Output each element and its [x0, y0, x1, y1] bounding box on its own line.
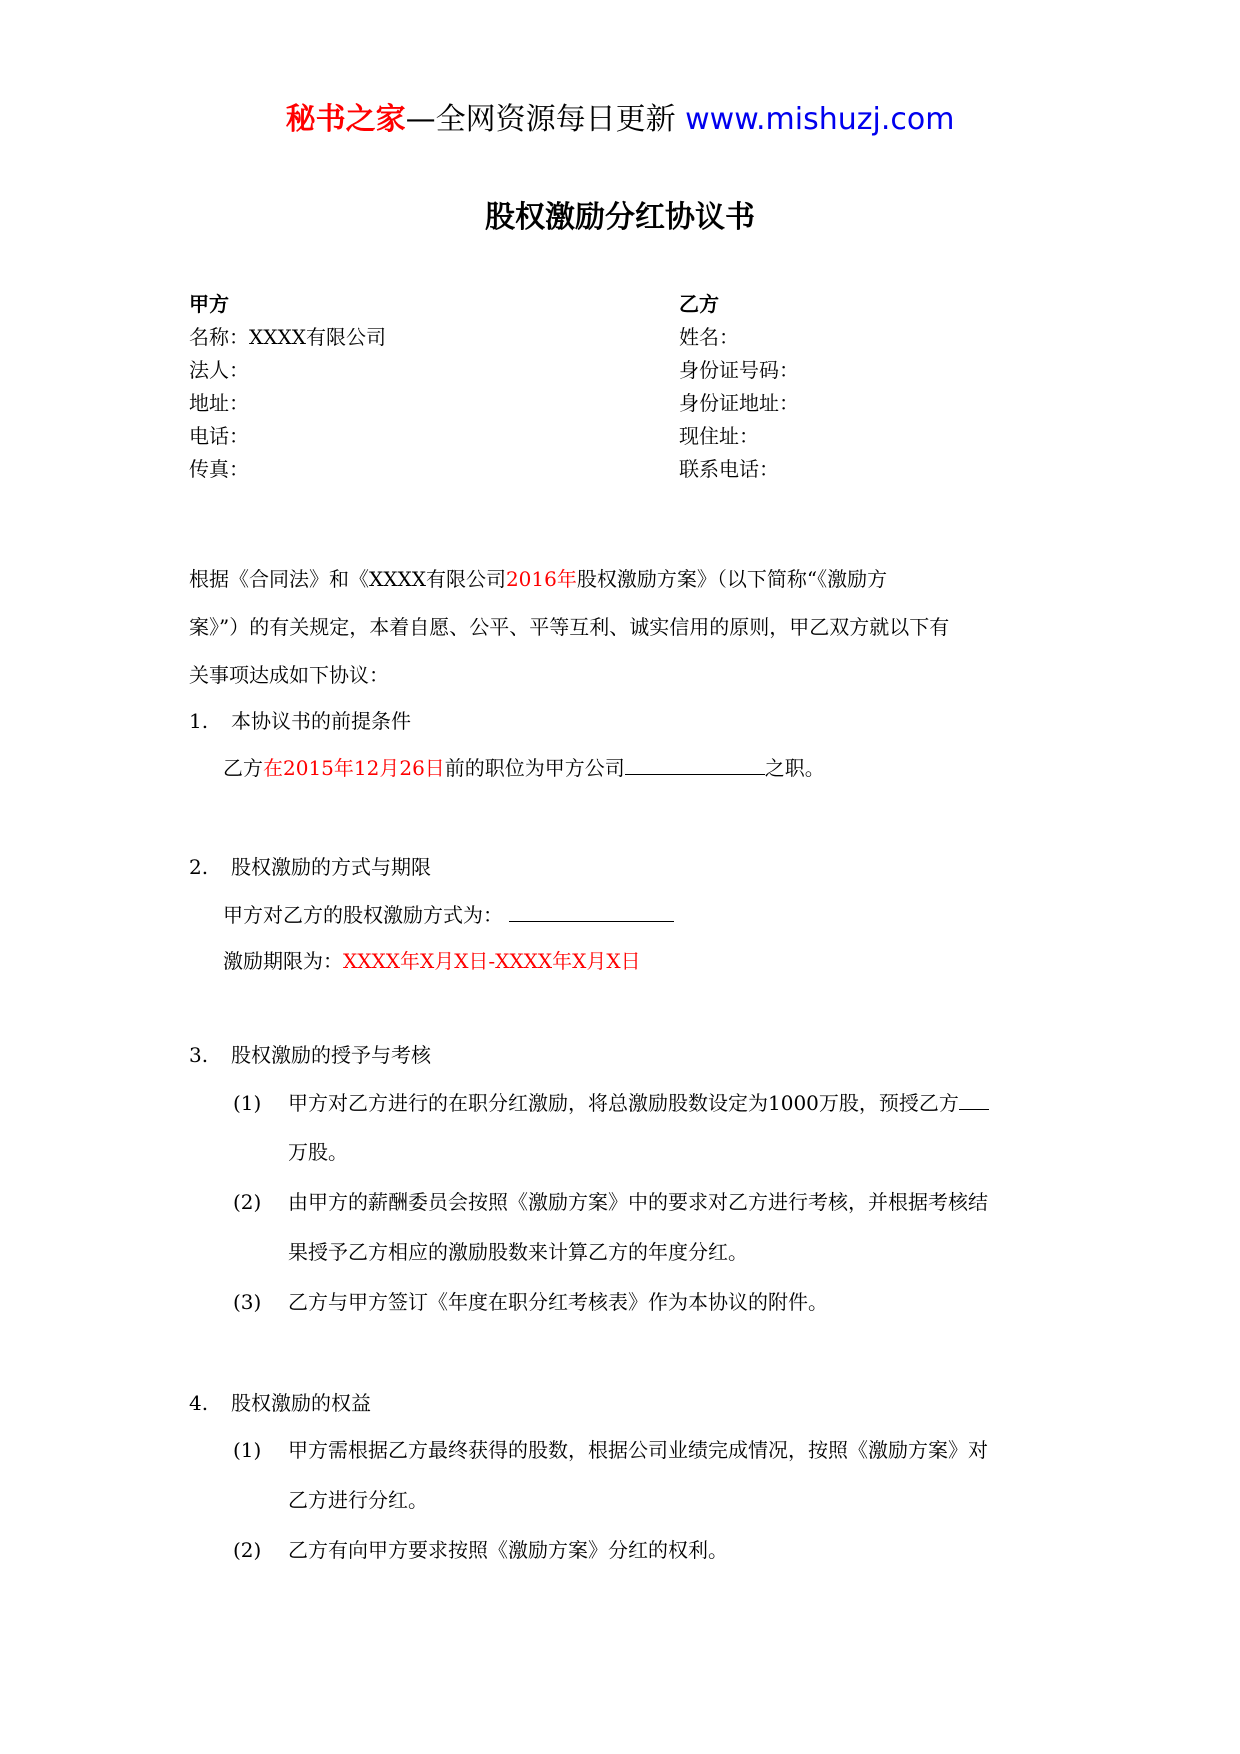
body-text: 甲方对乙方的股权激励方式为：	[223, 903, 503, 927]
position-blank[interactable]	[625, 752, 765, 775]
body-text: 乙方与甲方签订《年度在职分红考核表》作为本协议的附件。	[288, 1290, 828, 1314]
section-title: 本协议书的前提条件	[231, 709, 411, 733]
section-4-item-1-line-1	[233, 1435, 988, 1465]
party-a-legal-rep: 法人：	[189, 358, 249, 382]
party-b-name: 姓名：	[679, 325, 739, 349]
item-number: (1)	[233, 1091, 262, 1115]
party-b-contact-phone: 联系电话：	[679, 457, 779, 481]
intro-text: 股权激励方案》（以下简称“《激励方	[576, 567, 888, 591]
party-b-current-address: 现住址：	[679, 424, 759, 448]
section-3-item-3-line-1	[233, 1287, 828, 1317]
section-4-heading	[189, 1388, 371, 1418]
section-1-heading	[189, 706, 411, 736]
section-number: 4.	[189, 1391, 209, 1415]
section-3-item-2-line-1	[233, 1187, 988, 1217]
section-2-line-2	[223, 946, 641, 976]
section-3-heading	[189, 1040, 431, 1070]
intro-line-1	[189, 564, 887, 594]
section-4-item-2-line-1	[233, 1535, 728, 1565]
intro-year: 2016年	[505, 567, 577, 591]
banner-url-link[interactable]: www.mishuzj.com	[685, 102, 955, 137]
item-number: (2)	[233, 1190, 262, 1214]
item-number: (1)	[233, 1438, 262, 1462]
body-text: 由甲方的薪酬委员会按照《激励方案》中的要求对乙方进行考核，并根据考核结	[288, 1190, 988, 1214]
party-a-name: 名称：XXXX有限公司	[189, 325, 386, 349]
party-b-id-number: 身份证号码：	[679, 358, 799, 382]
document-title: 股权激励分红协议书	[485, 200, 755, 235]
body-text: 乙方	[223, 756, 263, 780]
intro-line-2: 案》”）的有关规定，本着自愿、公平、平等互利、诚实信用的原则，甲乙双方就以下有	[189, 615, 950, 639]
party-a-fax: 传真：	[189, 457, 249, 481]
body-text: 激励期限为：	[223, 949, 343, 973]
party-b-id-address: 身份证地址：	[679, 391, 799, 415]
shares-blank[interactable]	[959, 1087, 989, 1110]
body-text: 乙方有向甲方要求按照《激励方案》分红的权利。	[288, 1538, 728, 1562]
section-number: 3.	[189, 1043, 209, 1067]
section-2-heading	[189, 852, 431, 882]
body-text: 之职。	[764, 756, 825, 780]
intro-line-3: 关事项达成如下协议：	[189, 663, 389, 687]
section-1-body	[223, 752, 825, 783]
incentive-method-blank[interactable]	[509, 899, 674, 922]
party-b-heading: 乙方	[679, 292, 719, 316]
party-a-heading: 甲方	[189, 292, 229, 316]
section-3-item-2-line-2: 果授予乙方相应的激励股数来计算乙方的年度分红。	[288, 1240, 748, 1264]
body-text: 前的职位为甲方公司	[444, 756, 625, 780]
intro-text: 根据《合同法》和《XXXX有限公司	[189, 567, 506, 591]
date-text: 在2015年12月26日	[263, 756, 445, 780]
site-banner	[0, 100, 1240, 140]
period-text: XXXX年X月X日-XXXX年X月X日	[343, 949, 641, 973]
banner-tagline: —全网资源每日更新	[405, 102, 686, 137]
section-title: 股权激励的授予与考核	[231, 1043, 431, 1067]
section-number: 1.	[189, 709, 209, 733]
section-title: 股权激励的权益	[231, 1391, 371, 1415]
section-4-item-1-line-2: 乙方进行分红。	[288, 1488, 428, 1512]
banner-brand: 秘书之家	[285, 102, 406, 137]
party-a-address: 地址：	[189, 391, 249, 415]
party-b-block	[679, 288, 1119, 486]
body-text: 甲方需根据乙方最终获得的股数，根据公司业绩完成情况，按照《激励方案》对	[288, 1438, 988, 1462]
section-3-item-1-line-2: 万股。	[288, 1140, 348, 1164]
section-3-item-1-line-1	[233, 1087, 989, 1118]
party-a-phone: 电话：	[189, 424, 249, 448]
section-2-line-1	[223, 899, 674, 930]
body-text: 甲方对乙方进行的在职分红激励，将总激励股数设定为1000万股，预授乙方	[288, 1091, 959, 1115]
item-number: (3)	[233, 1290, 262, 1314]
item-number: (2)	[233, 1538, 262, 1562]
section-title: 股权激励的方式与期限	[231, 855, 431, 879]
section-number: 2.	[189, 855, 209, 879]
party-a-block	[189, 288, 629, 486]
